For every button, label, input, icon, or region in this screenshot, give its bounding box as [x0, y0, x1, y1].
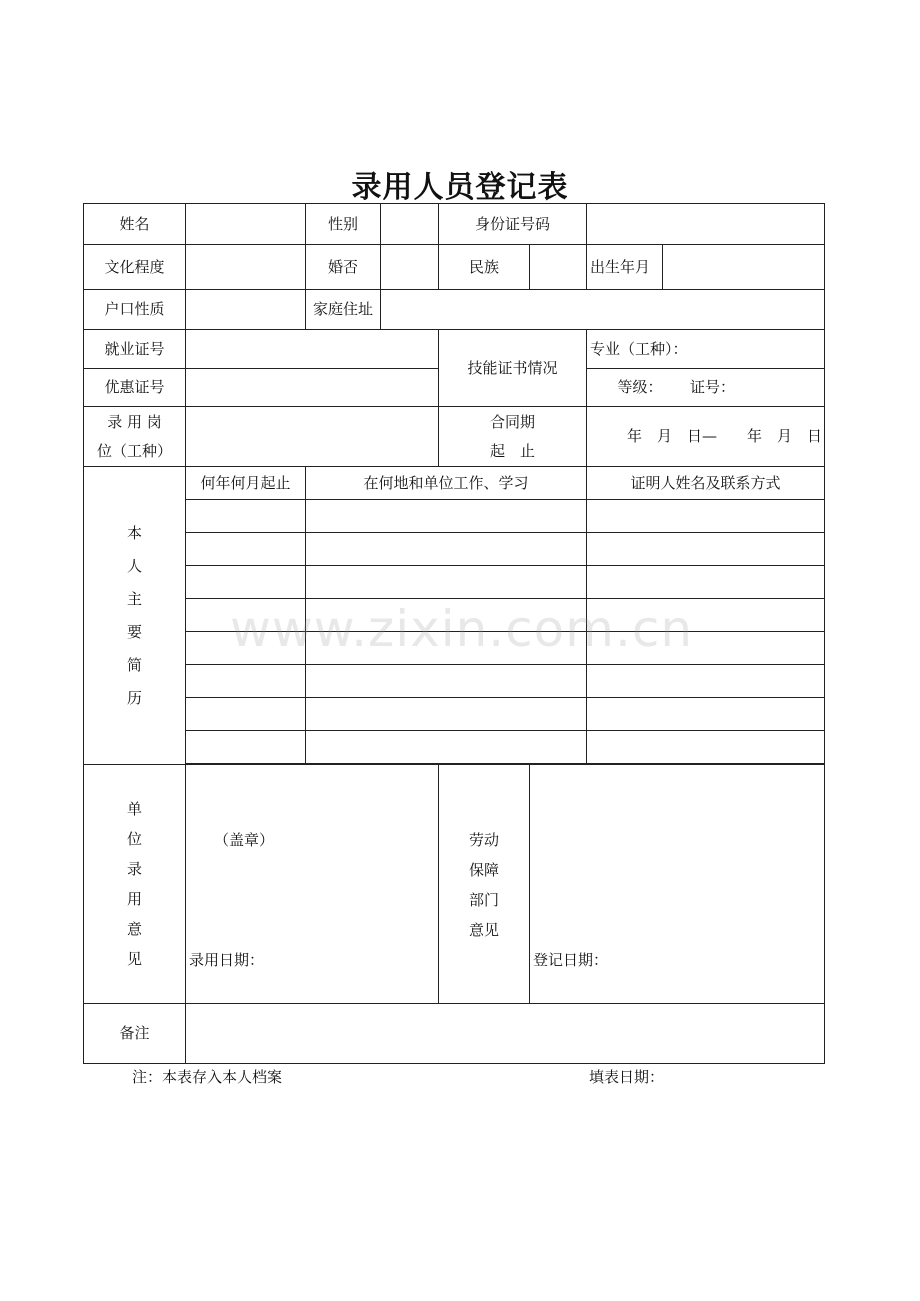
- hire-date-label: 录用日期：: [189, 951, 265, 969]
- history-place-cell[interactable]: [305, 499, 587, 533]
- preferential-cert-field[interactable]: [185, 368, 439, 407]
- opinion-label-char: 意: [126, 920, 142, 938]
- remarks-field[interactable]: [185, 1003, 825, 1064]
- label-cert-no: 证号：: [690, 378, 736, 397]
- label-unit-opinion: [83, 764, 186, 1004]
- opinion-label-char: 位: [126, 830, 142, 848]
- register-date-label: 登记日期：: [533, 951, 609, 969]
- history-period-cell[interactable]: [185, 730, 306, 764]
- history-header-place: 在何地和单位工作、学习: [305, 466, 587, 500]
- history-place-cell[interactable]: [305, 730, 587, 764]
- education-field[interactable]: [185, 244, 306, 290]
- opinion-label-char: 见: [126, 950, 142, 968]
- history-witness-cell[interactable]: [586, 499, 825, 533]
- label-gender: 性别: [305, 203, 381, 245]
- history-label-char: 主: [126, 589, 142, 608]
- label-position: [83, 406, 186, 467]
- position-field[interactable]: [185, 406, 439, 467]
- label-position-line1: 录 用 岗: [107, 413, 162, 431]
- label-contract-line1: 合同期: [489, 413, 535, 431]
- level-cert-field[interactable]: [586, 368, 825, 407]
- history-header-period: 何年何月起止: [185, 466, 306, 500]
- label-id-number: 身份证号码: [438, 203, 587, 245]
- history-witness-cell[interactable]: [586, 697, 825, 731]
- contract-period-field[interactable]: 年 月 日— 年 月 日: [586, 406, 825, 467]
- history-period-cell[interactable]: [185, 664, 306, 698]
- history-witness-cell[interactable]: [586, 532, 825, 566]
- label-remarks: 备注: [83, 1003, 186, 1064]
- labor-label-line: 意见: [468, 921, 499, 939]
- label-address: 家庭住址: [305, 289, 381, 330]
- history-witness-cell[interactable]: [586, 565, 825, 599]
- label-contract-line2: 起 止: [489, 441, 535, 460]
- labor-label-line: 保障: [468, 861, 499, 879]
- opinion-label-char: 录: [126, 860, 142, 878]
- history-period-cell[interactable]: [185, 697, 306, 731]
- label-contract: [438, 406, 587, 467]
- history-place-cell[interactable]: [305, 532, 587, 566]
- labor-label-line: 部门: [468, 891, 499, 909]
- history-period-cell[interactable]: [185, 565, 306, 599]
- opinion-label-char: 单: [126, 800, 142, 818]
- label-position-line2: 位（工种）: [96, 441, 172, 460]
- label-history: [83, 466, 186, 765]
- label-skill-cert: 技能证书情况: [438, 329, 587, 407]
- label-level: 等级：: [617, 378, 663, 397]
- history-label-char: 历: [126, 688, 142, 707]
- seal-text: （盖章）: [214, 831, 275, 849]
- history-witness-cell[interactable]: [586, 730, 825, 764]
- footer-note: 注：本表存入本人档案: [132, 1068, 283, 1086]
- label-education: 文化程度: [83, 244, 186, 290]
- label-ethnicity: 民族: [438, 244, 530, 290]
- name-field[interactable]: [185, 203, 306, 245]
- gender-field[interactable]: [380, 203, 439, 245]
- history-witness-cell[interactable]: [586, 664, 825, 698]
- hukou-field[interactable]: [185, 289, 306, 330]
- history-label-char: 简: [126, 655, 142, 674]
- watermark: www.zixin.com.cn: [230, 600, 694, 658]
- label-employment-cert: 就业证号: [83, 329, 186, 369]
- birth-field[interactable]: [662, 244, 825, 290]
- label-labor-opinion: [438, 764, 530, 1004]
- label-hukou: 户口性质: [83, 289, 186, 330]
- history-label-char: 要: [126, 622, 142, 641]
- label-name: 姓名: [83, 203, 186, 245]
- ethnicity-field[interactable]: [529, 244, 587, 290]
- history-place-cell[interactable]: [305, 697, 587, 731]
- opinion-label-char: 用: [126, 890, 142, 908]
- history-label-char: 本: [126, 523, 142, 542]
- address-field[interactable]: [380, 289, 825, 330]
- history-label-char: 人: [126, 556, 142, 575]
- employment-cert-field[interactable]: [185, 329, 439, 369]
- history-place-cell[interactable]: [305, 664, 587, 698]
- id-number-field[interactable]: [586, 203, 825, 245]
- major-field[interactable]: 专业（工种）：: [586, 329, 825, 369]
- label-marital: 婚否: [305, 244, 381, 290]
- history-place-cell[interactable]: [305, 565, 587, 599]
- labor-label-line: 劳动: [468, 831, 499, 849]
- history-header-witness: 证明人姓名及联系方式: [586, 466, 825, 500]
- label-preferential-cert: 优惠证号: [83, 368, 186, 407]
- history-period-cell[interactable]: [185, 532, 306, 566]
- fill-date-label: 填表日期：: [589, 1068, 665, 1086]
- marital-field[interactable]: [380, 244, 439, 290]
- history-period-cell[interactable]: [185, 499, 306, 533]
- form-title: 录用人员登记表: [351, 170, 569, 205]
- label-birth: 出生年月: [586, 244, 663, 290]
